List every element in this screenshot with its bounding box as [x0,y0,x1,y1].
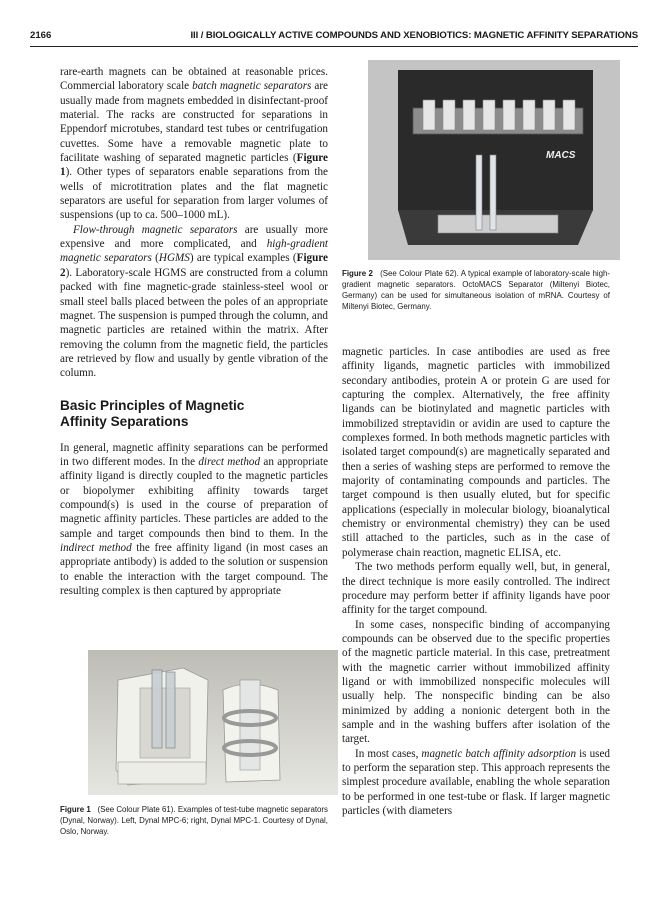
paragraph-nonspecific: In some cases, nonspecific binding of accompanying compounds can be observed due to the specific properties of the magnetic particle material. In this case, pretreatment with the magnetic carrier without immobilized affinity ligand or with immobilized nonspecific molecules will usually help. The nonspecific binding can be also minimized by adding a nonionic detergent both in the sample and in the washing buffers after isolation of the target. [342,618,610,746]
running-title: III / BIOLOGICALLY ACTIVE COMPOUNDS AND XENOBIOTICS: MAGNETIC AFFINITY SEPARATIONS [190,30,638,41]
left-column [60,65,328,598]
paragraph-two-methods: The two methods perform equally well, but, in general, the direct technique is more easily controlled. The indirect procedure may perform better if affinity ligands have poor affinity for the target compound. [342,561,610,617]
paragraph-batch-adsorption: In most cases, magnetic batch affinity adsorption is used to perform the separation step. This approach represents the simplest procedure available, enabling the whole separation to be performed in one test-tube or flask. If larger magnetic particles (with diameters [342,747,610,817]
figure-1-photo [88,650,338,795]
figure-1-text: (See Colour Plate 61). Examples of test-tube magnetic separators (Dynal, Norway). Left, Dynal MPC-6; right, Dynal MPC-1. Courtesy of Dynal, Oslo, Norway. [60,805,328,836]
figure-1-caption [60,804,328,837]
paragraph-flow-through: Flow-through magnetic separators are usually more expensive and more complicated, and high-gradient magnetic separators (HGMS) are typical examples (Figure 2). Laboratory-scale HGMS are constructed from a column packed with fine magnetic-grade stainless-steel wool or small steel balls placed between the poles of an appropriate magnet. The suspension is pumped through the column, and magnetic particles are retained within the matrix. After removing the column from the magnetic field, the particles are retrieved by flow and usually by gentle vibration of the column. [60,223,328,380]
page-number: 2166 [30,30,52,41]
figure-1-label: Figure 1 [60,805,91,814]
octomacs-separator-image [368,60,620,260]
figure-2-photo [368,60,620,260]
figure-2-text: (See Colour Plate 62). A typical example of laboratory-scale high-gradient magnetic separators. OctoMACS Separator (Miltenyi Biotec, Germany) can be used for simultaneous isolation of mRNA. Courtesy of Miltenyi Biotec, Germany. [342,269,610,311]
section-heading: Basic Principles of Magnetic Affinity Separations [60,397,245,429]
figure-2-label: Figure 2 [342,269,373,278]
figure-2-caption [342,268,610,312]
paragraph-capture: magnetic particles. In case antibodies are used as free affinity ligands, magnetic particles with immobilized secondary antibodies, protein A or protein G are used for capturing the complex. Alternatively, the free affinity ligands can be biotinylated and magnetic particles with immobilized streptavidin or avidin are used to capture the complexes formed. In both methods magnetic particles with isolated target compound(s) are magnetically separated and then a series of washing steps are performed to remove the majority of contaminating compounds and particles. The target compound is then usually eluted, but for specific applications (especially in molecular biology, bioanalytical chemistry or environmental chemistry) they can be used still attached to the particles, such as in the case of polymerase chain reaction, magnetic ELISA, etc. [342,346,610,559]
macs-logo: MACS [546,150,576,161]
right-column [342,345,610,818]
test-tube-separators-image [88,650,338,795]
paragraph-batch-separators: rare-earth magnets can be obtained at reasonable prices. Commercial laboratory scale batch magnetic separators are usually made from magnets embedded in disinfectant-proof material. The racks are constructed for separations in Eppendorf microtubes, standard test tubes or centrifugation cuvettes. Some have a removable magnetic plate to facilitate washing of separated magnetic particles (Figure 1). Other types of separators enable separations from the wells of microtitration plates and the flat magnetic separators are useful for separation from larger volumes of suspensions (up to ca. 500–1000 mL). [60,66,328,222]
running-header [30,30,638,47]
paragraph-principles: In general, magnetic affinity separations can be performed in two different modes. In the direct method an appropriate affinity ligand is directly coupled to the magnetic particles or biopolymer exhibiting affinity towards target compound(s) is used in the course of preparation of magnetic affinity particles. These particles are added to the sample and target compounds then bind to them. In the indirect method the free affinity ligand (in most cases an appropriate antibody) is added to the solution or suspension to enable the interaction with the target compound. The resulting complex is then captured by appropriate [60,441,329,597]
